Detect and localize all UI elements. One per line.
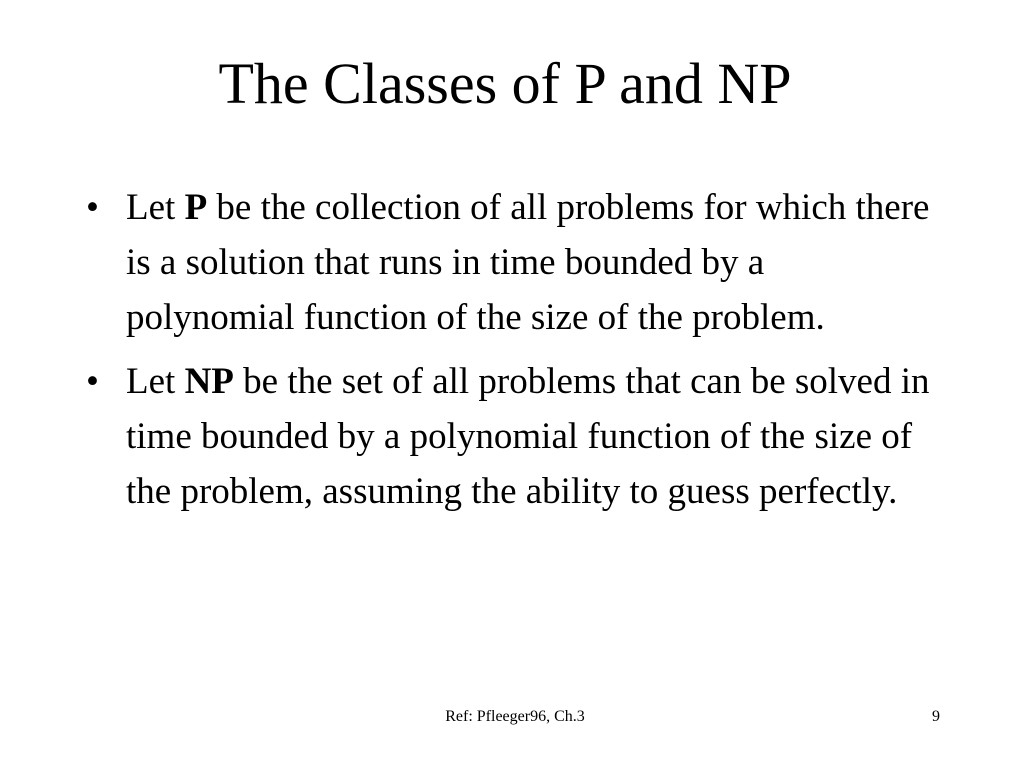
bullet-item-np-definition [86, 354, 936, 519]
slide-number: 9 [932, 708, 940, 725]
bullet-marker: • [86, 187, 99, 228]
bullet-prefix: Let [126, 187, 185, 228]
bullet-list [86, 180, 936, 528]
bullet-term-np: NP [184, 361, 234, 402]
bullet-marker: • [86, 361, 99, 402]
bullet-prefix: Let [126, 361, 185, 402]
bullet-text: be the set of all problems that can be solved in time bounded by a polynomial function of the size of the problem, assuming the ability to guess perfectly. [126, 361, 930, 512]
bullet-item-p-definition [86, 180, 936, 345]
bullet-term-p: P [184, 187, 208, 228]
slide-title: The Classes of P and NP [218, 51, 792, 116]
bullet-text: be the collection of all problems for which there is a solution that runs in time bounded by a polynomial function of the size of the problem. [126, 187, 930, 338]
footer-reference: Ref: Pfleeger96, Ch.3 [445, 708, 585, 725]
